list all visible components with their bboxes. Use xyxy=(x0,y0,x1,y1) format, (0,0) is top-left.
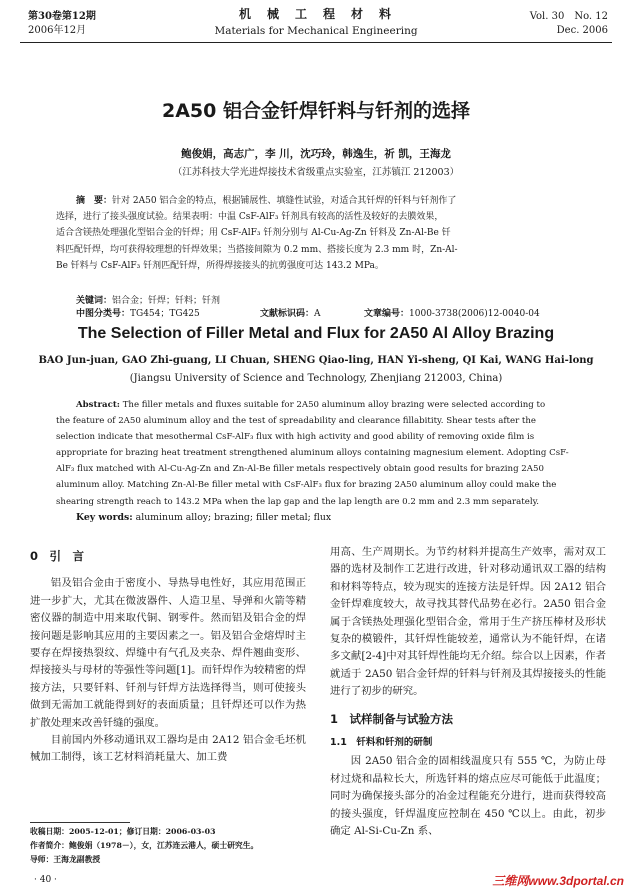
keywords-en-label: Key words: xyxy=(76,512,133,523)
authors-cn: 鲍俊娟，高志广，李 川，沈巧玲，韩逸生，祈 凯，王海龙 xyxy=(181,148,451,160)
article-number xyxy=(364,306,540,319)
abstract-en-text: The filler metals and fluxes suitable for 2A50 aluminum alloy brazing were selected according to xyxy=(122,400,546,410)
keywords-cn-text: 铝合金；钎焊；钎料；钎剂 xyxy=(112,296,221,306)
header-rule xyxy=(20,42,612,43)
body-right-column xyxy=(330,544,606,841)
watermark: 三维网www.3dportal.cn xyxy=(492,874,624,888)
abstract-cn-label: 摘 要： xyxy=(76,196,113,206)
footnote-author: 作者简介：鲍俊娟（1978－），女，江苏连云港人，硕士研究生。 xyxy=(30,841,259,850)
keywords-en-text: aluminum alloy; brazing; filler metal; flux xyxy=(135,512,332,523)
abstract-en xyxy=(56,397,580,510)
clc-value: TG454；TG425 xyxy=(130,309,200,319)
footnote-advisor: 导师：王海龙副教授 xyxy=(30,855,101,864)
abstract-cn-line xyxy=(56,193,580,209)
abstract-en-line: the feature of 2A50 aluminum alloy and the test of spreadability and clearance fillabitity. Shear tests after the xyxy=(56,416,536,427)
clc-label: 中图分类号： xyxy=(76,309,131,319)
affiliation-en: (Jiangsu University of Science and Technology, Zhenjiang 212003, China) xyxy=(129,373,503,384)
abstract-en-line: shearing strength reach to 143.2 MPa when the lap gap and the lap length are 0.2 mm and 2.3 mm separately. xyxy=(56,496,540,507)
abstract-en-line: selection indicate that mesothermal CsF-AlF₃ flux with high activity and good ability of removing oxide film is xyxy=(56,432,535,443)
keywords-cn xyxy=(76,293,220,306)
article-title-en: The Selection of Filler Metal and Flux for 2A50 Al Alloy Brazing xyxy=(77,325,555,342)
subsection-1-1-heading: 1.1 钎料和钎剂的研制 xyxy=(330,737,433,749)
header-journal-en: Materials for Mechanical Engineering xyxy=(214,25,418,37)
section-0-heading: 0 引 言 xyxy=(30,549,85,563)
doc-code-label: 文献标识码： xyxy=(260,309,315,319)
article-no-label: 文章编号： xyxy=(364,309,410,319)
abstract-en-line: AlF₃ flux matched with Al-Cu-Ag-Zn and Zn-Al-Be filler metals respectively obtain good results for brazing 2A50 xyxy=(56,464,544,475)
abstract-cn-line: 适合含镁热处理强化型铝合金的钎焊；用 CsF-AlF₃ 钎剂分别与 Al-Cu-Ag-Zn 钎料及 Zn-Al-Be 钎 xyxy=(56,228,451,239)
affiliation-cn: （江苏科技大学光进焊接技术省级重点实验室，江苏镇江 212003） xyxy=(172,167,460,178)
body-left-column xyxy=(30,548,306,767)
doc-code-value: A xyxy=(314,309,321,319)
paragraph: 因 2A50 铝合金的固相线温度只有 555 ℃，为防止母材过烧和晶粒长大，所选钎料的熔点应尽可能低于此温度；同时为确保接头部分的冶金过程能充分进行，进而获得较高的接头强度，钎焊温度应控制在 450 ℃以上。由此，初步确定 Al-Si-Cu-Zn 系、 xyxy=(330,755,606,838)
document-code xyxy=(260,306,321,319)
abstract-cn-line: 料匹配钎焊，均可获得较理想的钎焊效果；当搭接间隙为 0.2 mm、搭接长度为 2.3 mm 时，Zn-Al- xyxy=(56,244,458,255)
paragraph: 目前国内外移动通讯双工器均是由 2A12 铝合金毛坯机械加工制得，该工艺材料消耗量大、加工费 xyxy=(30,734,306,764)
header-volume-issue: 第30卷第12期 xyxy=(28,11,96,22)
keywords-cn-label: 关键词： xyxy=(76,296,113,306)
article-title-cn: 2A50 铝合金钎焊钎料与钎剂的选择 xyxy=(162,100,470,122)
paragraph: 铝及铝合金由于密度小、导热导电性好，其应用范围正进一步扩大，尤其在微波器件、人造卫星、导弹和火箭等精密仪器的制造中用来取代铜、钢零件。然而铝及铝合金的焊接问题是影响其应用的主要因素之一。铝及铝合金熔焊时主要存在焊接热裂纹、焊缝中有气孔及夹杂、焊件翘曲变形、焊接接头与母材的等强性等问题[1]。而钎焊作为较精密的焊接方法，只要钎料、钎剂与钎焊方法选择得当，则可使接头做到无需加工就能得到好的表面质量；且钎焊还可以作为热扩散处理来改善钎缝的强度。 xyxy=(30,577,306,729)
section-1-heading: 1 试样制备与试验方法 xyxy=(330,711,454,726)
footnote-rule xyxy=(30,822,130,823)
page-number: · 40 · xyxy=(34,875,57,885)
footnote-received: 收稿日期：2005-12-01；修订日期：2006-03-03 xyxy=(30,827,216,836)
header-date: 2006年12月 xyxy=(28,25,87,36)
abstract-en-line: aluminum alloy. Matching Zn-Al-Be filler metal with CsF-AlF₃ flux for brazing 2A50 aluminum alloy could make the xyxy=(56,480,557,491)
header-date-en: Dec. 2006 xyxy=(556,25,608,36)
abstract-en-label: Abstract: xyxy=(76,400,120,410)
abstract-cn xyxy=(56,193,580,274)
header-vol-en: Vol. 30 No. 12 xyxy=(529,11,608,22)
abstract-cn-line: Be 钎料与 CsF-AlF₃ 钎剂匹配钎焊，所得焊接接头的抗剪强度可达 143.2 MPa。 xyxy=(56,260,384,271)
header-journal-cn: 机 械 工 程 材 料 xyxy=(238,7,393,21)
authors-en: BAO Jun-juan, GAO Zhi-guang, LI Chuan, SHENG Qiao-ling, HAN Yi-sheng, QI Kai, WANG Hai-long xyxy=(38,355,594,366)
paragraph: 用高、生产周期长。为节约材料并提高生产效率，需对双工器的选材及制作工艺进行改进，针对移动通讯双工器的结构和材料等特点，较为现实的连接方法是钎焊。因 2A12 铝合金钎焊难度较大，故寻找其替代品势在必行。2A50 铝合金属于含镁热处理强化型铝合金，常用于生产挤压棒材及形状复杂的模锻件，其钎焊性能较差，通常认为不能钎焊，在诸多文献[2-4]中对其钎焊性能均无介绍。综合以上因素，作者就适于 2A50 铝合金钎焊的钎料与钎剂及其焊接接头的性能进行了初步的研究。 xyxy=(330,546,606,698)
abstract-cn-line: 选择，进行了接头强度试验。结果表明：中温 CsF-AlF₃ 钎剂具有较高的活性及较好的去膜效果， xyxy=(56,212,444,223)
keywords-en xyxy=(76,512,331,523)
clc-number xyxy=(76,306,200,319)
abstract-cn-text: 针对 2A50 铝合金的特点，根据铺展性、填缝性试验，对适合其钎焊的钎料与钎剂作了 xyxy=(112,196,457,206)
article-no-value: 1000-3738(2006)12-0040-04 xyxy=(409,309,540,319)
abstract-en-line: appropriate for brazing heat treatment strengthened aluminum alloys containing magnesium element. Adopting CsF- xyxy=(56,448,569,459)
abstract-en-line xyxy=(56,397,580,413)
